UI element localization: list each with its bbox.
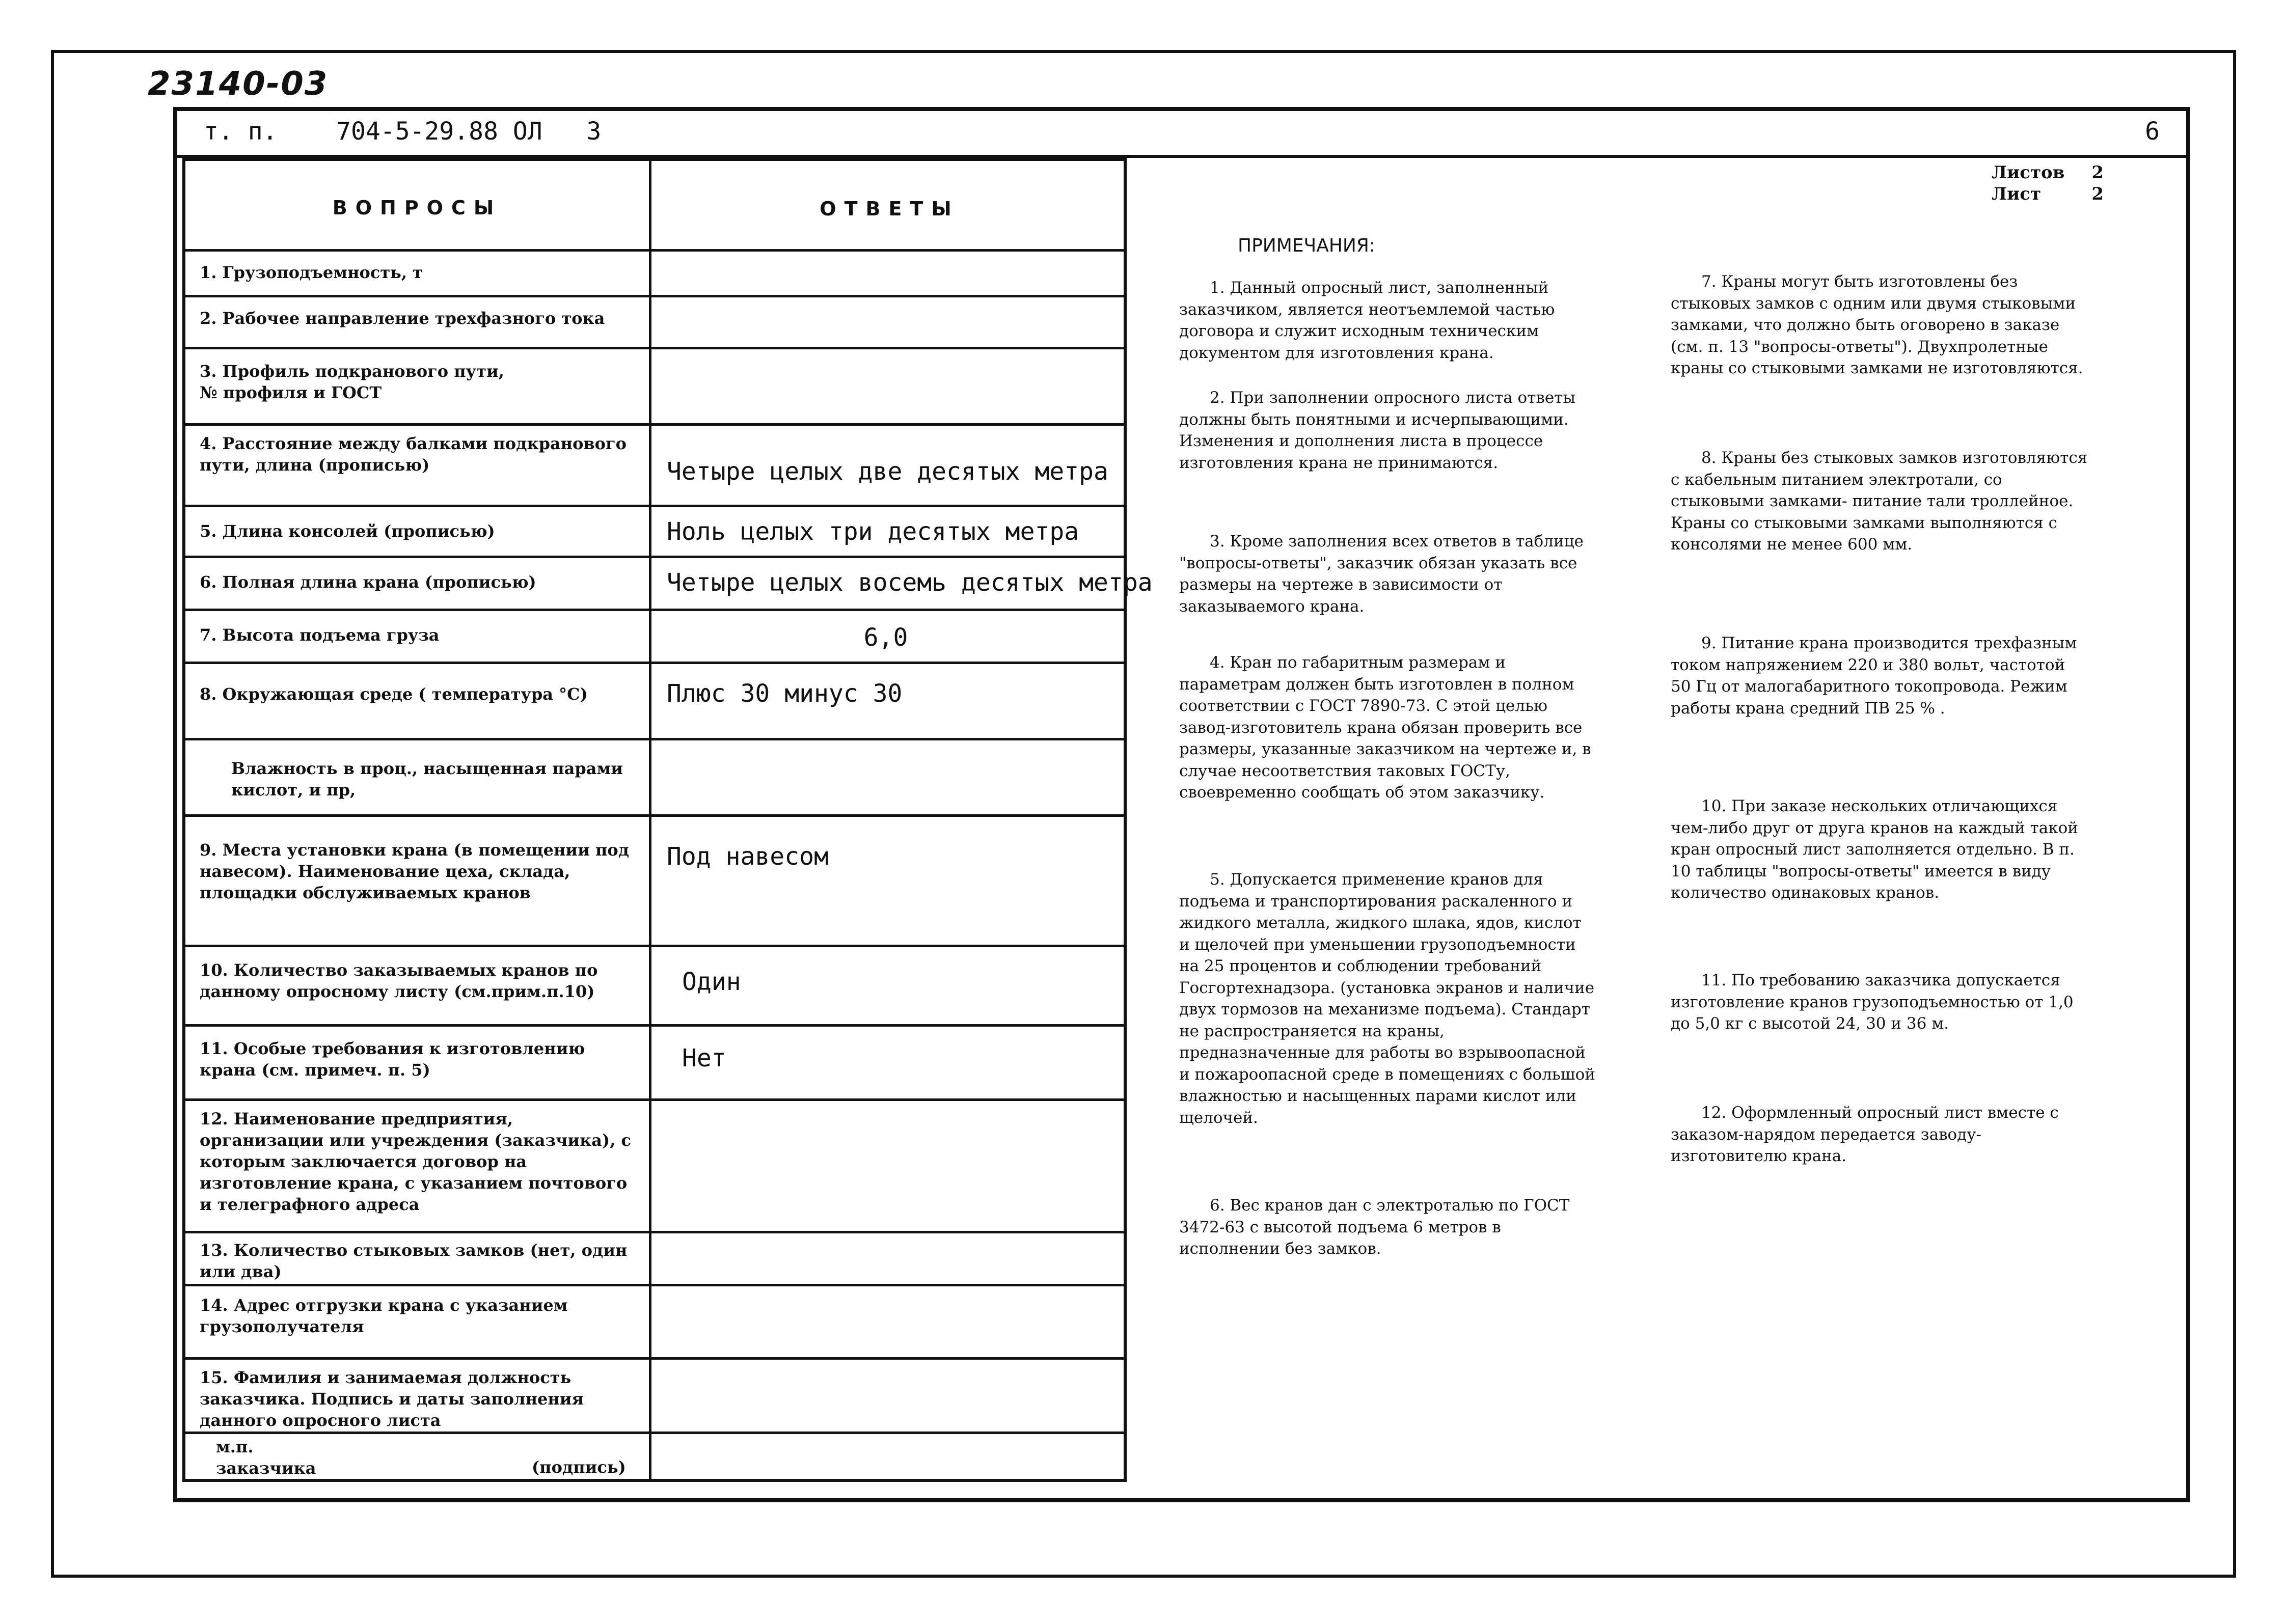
- question-cell: 11. Особые требования к изготовлению крана (см. примеч. п. 5): [200, 1039, 585, 1080]
- table-row: [185, 507, 1124, 558]
- table-row: [185, 664, 1124, 740]
- question-cell: 14. Адрес отгрузки крана с указанием грузополучателя: [200, 1296, 568, 1336]
- sheets-label: Листов: [1992, 162, 2065, 183]
- table-row: [185, 1360, 1124, 1434]
- doc-part: 3: [586, 117, 602, 146]
- table-row: [185, 1233, 1124, 1286]
- questions-answers-table: [182, 158, 1153, 1482]
- doc-prefix: т. п.: [204, 117, 278, 146]
- note-4: 4. Кран по габаритным размерам и параметрам должен быть изготовлен в полном соответствии с ГОСТ 7890-73. С этой целью завод-изготовитель крана обязан проверить все размеры, указанные заказчиком на чертеже и, в случае несоответствия таковых ГОСТу, своевременно сообщать об этом заказчику.: [1179, 653, 1591, 802]
- questions-header: ВОПРОСЫ: [332, 197, 502, 219]
- answer-cell[interactable]: Нет: [682, 1044, 726, 1072]
- table-row: [185, 947, 1124, 1027]
- question-cell: 7. Высота подъема груза: [200, 625, 440, 645]
- question-cell: 10. Количество заказываемых кранов по данному опросному листу (см.прим.п.10): [200, 960, 598, 1001]
- stamp-label: м.п.: [216, 1437, 254, 1456]
- note-12: 12. Оформленный опросный лист вместе с заказом-нарядом передается заводу-изготовителю крана.: [1671, 1104, 2059, 1165]
- answer-cell[interactable]: 6,0: [863, 623, 908, 652]
- question-cell: 3. Профиль подкранового пути, № профиля и ГОСТ: [200, 362, 504, 402]
- customer-label: заказчика: [216, 1458, 316, 1478]
- note-1: 1. Данный опросный лист, заполненный заказчиком, является неотъемлемой частью договора и служит исходным техническим документом для изготовления крана.: [1179, 279, 1555, 362]
- question-cell: 8. Окружающая среде ( температура °С): [200, 684, 588, 704]
- answer-cell[interactable]: Четыре целых восемь десятых метра: [667, 568, 1153, 597]
- note-8: 8. Краны без стыковых замков изготовляются с кабельным питанием электротали, со стыковыми замками- питание тали троллейное. Краны со стыковыми замками выполняются с консолями не менее 600 мм.: [1671, 449, 2088, 554]
- question-cell: 1. Грузоподъемность, т: [200, 263, 423, 282]
- question-cell: 13. Количество стыковых замков (нет, один или два): [200, 1241, 628, 1281]
- table-header-row: [185, 161, 1124, 252]
- sheet-value: 2: [2091, 184, 2104, 204]
- question-cell: Влажность в проц., насыщенная парами кислот, и пр,: [231, 759, 623, 800]
- notes-title: ПРИМЕЧАНИЯ:: [1238, 235, 1375, 256]
- table-row: [185, 740, 1124, 817]
- signature-row: [185, 1434, 1124, 1482]
- note-6: 6. Вес кранов дан с электроталью по ГОСТ 3472-63 с высотой подъема 6 метров в исполнении без замков.: [1179, 1196, 1570, 1258]
- note-5: 5. Допускается применение кранов для подъема и транспортирования раскаленного и жидкого металла, жидкого шлака, ядов, кислот и щелочей при уменьшении грузоподъемности на 25 процентов и соблюдении требований Госгортехнадзора. (установка экранов и наличие двух тормозов на механизме подъема). Стандарт не распространяется на краны, предназначенные для работы во взрывоопасной и пожароопасной среде в помещениях с большой влажностью и насыщенных парами кислот или щелочей.: [1179, 870, 1595, 1127]
- answer-cell[interactable]: Один: [682, 968, 741, 996]
- question-cell: 6. Полная длина крана (прописью): [200, 572, 536, 592]
- note-3: 3. Кроме заполнения всех ответов в таблице "вопросы-ответы", заказчик обязан указать все размеры на чертеже в зависимости от заказываемого крана.: [1179, 532, 1584, 616]
- note-11: 11. По требованию заказчика допускается изготовление кранов грузоподъемностью от 1,0 до 5,0 кг с высотой 24, 30 и 36 м.: [1671, 971, 2074, 1033]
- sheet-info: [1992, 162, 2104, 205]
- question-cell: 15. Фамилия и занимаемая должность заказчика. Подпись и даты заполнения данного опросного листа: [200, 1368, 584, 1430]
- answer-cell[interactable]: Плюс 30 минус 30: [667, 679, 903, 708]
- question-cell: 12. Наименование предприятия, организации или учреждения (заказчика), с которым заключается договор на изготовление крана, с указанием почтового и телеграфного адреса: [200, 1109, 631, 1214]
- sheets-value: 2: [2091, 162, 2104, 183]
- table-row: [185, 297, 1124, 349]
- question-cell: 4. Расстояние между балками подкранового пути, длина (прописью): [200, 434, 627, 475]
- question-cell: 9. Места установки крана (в помещении под навесом). Наименование цеха, склада, площадки обслуживаемых кранов: [200, 840, 630, 902]
- table-row: [185, 1286, 1124, 1360]
- table-row: [185, 252, 1124, 297]
- question-cell: 5. Длина консолей (прописью): [200, 521, 495, 541]
- note-10: 10. При заказе нескольких отличающихся чем-либо друг от друга кранов на каждый такой кран опросный лист заполняется отдельно. В п. 10 таблицы "вопросы-ответы" имеется в виду количество одинаковых кранов.: [1671, 797, 2078, 902]
- title-block-header: [173, 107, 2190, 158]
- note-7: 7. Краны могут быть изготовлены без стыковых замков с одним или двумя стыковыми замками, что должно быть оговорено в заказе (см. п. 13 "вопросы-ответы"). Двухпролетные краны со стыковыми замками не изготовляются.: [1671, 272, 2083, 377]
- note-9: 9. Питание крана производится трехфазным током напряжением 220 и 380 вольт, частотой 50 Гц от малогабаритного токопровода. Режим работы крана средний ПВ 25 % .: [1671, 634, 2077, 718]
- archive-number: 23140-03: [148, 65, 329, 103]
- table-row: [185, 1101, 1124, 1233]
- table-row: [185, 558, 1153, 611]
- answer-cell[interactable]: Четыре целых две десятых метра: [667, 457, 1108, 486]
- question-cell: 2. Рабочее направление трехфазного тока: [200, 309, 605, 328]
- table-row: [185, 1027, 1124, 1101]
- signature-label: (подпись): [532, 1457, 626, 1477]
- table-row: [185, 349, 1124, 426]
- document-code: [204, 117, 601, 146]
- table-row: [185, 817, 1124, 947]
- answer-cell[interactable]: Ноль целых три десятых метра: [667, 517, 1079, 546]
- answer-cell[interactable]: Под навесом: [667, 842, 829, 871]
- doc-code: 704-5-29.88 ОЛ: [336, 117, 542, 146]
- table-row: [185, 426, 1124, 507]
- note-2: 2. При заполнении опросного листа ответы должны быть понятными и исчерпывающими. Изменения и дополнения листа в процессе изготовления крана не принимаются.: [1179, 389, 1575, 472]
- answers-header: ОТВЕТЫ: [820, 198, 960, 220]
- page-number: 6: [2145, 117, 2160, 146]
- sheet-label: Лист: [1992, 184, 2042, 204]
- table-row: [185, 611, 1124, 664]
